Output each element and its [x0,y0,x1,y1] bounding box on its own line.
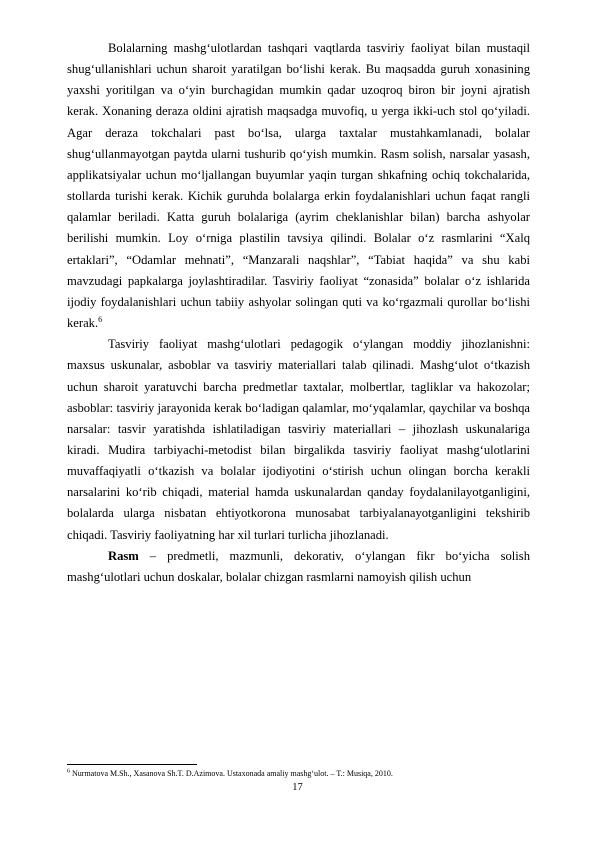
paragraph [67,38,530,334]
footnote [67,768,530,779]
footnote-mark: 6 [67,768,70,775]
body-text [67,38,530,588]
footnote-reference: 6 [98,314,103,324]
footnote-text: Nurmatova M.Sh., Xasanova Sh.T. D.Azimova. Ustaxonada amaliy mashg‘ulot. – T.: Musiqa, 2010. [70,769,393,778]
paragraph [67,334,530,546]
footnote-divider [67,764,197,765]
paragraph [67,546,530,588]
paragraph-text: Tasviriy faoliyat mashg‘ulotlari pedagogik o‘ylangan moddiy jihozlanishni: maxsus uskunalar, asboblar va tasviriy materiallari talab qilinadi. Mashg‘ulot o‘tkazish uchun sharoit yaratuvchi barcha predmetlar taxtalar, molbertlar, tagliklar va hakozolar; asboblar: tasviriy jarayonida kerak bo‘ladigan qalamlar, mo‘yqalamlar, qaychilar va boshqa narsalar: tasvir yaratishda ishlatiladigan tasviriy materiallari – jihozlash uskunalariga kiradi. Mudira tarbiyachi-metodist bilan birgalikda tasviriy faoliyat mashg‘ulotlarini muvaffaqiyatli o‘tkazish va bolalar ijodiyotini o‘stirish uchun olingan borcha kerakli narsalarini ko‘rib chiqadi, material hamda uskunalardan qanday foydalanilayotganligini, bolalarda ularga nisbatan ehtiyotkorona munosabat tarbiyalanayotganligini tekshirib chiqadi. Tasviriy faoliyatning har xil turlari turlicha jihozlanadi. [67,337,530,542]
page-number: 17 [292,782,303,793]
bold-term: Rasm [108,548,139,563]
paragraph-text: – predmetli, mazmunli, dekorativ, o‘ylangan fikr bo‘yicha solish mashg‘ulotlari uchun doskalar, bolalar chizgan rasmlarni namoyish qilish uchun [67,548,530,584]
paragraph-text: Bolalarning mashg‘ulotlardan tashqari vaqtlarda tasviriy faoliyat bilan mustaqil shug‘ullanishlari uchun sharoit yaratilgan bo‘lishi kerak. Bu maqsadda guruh xonasining yaxshi yoritilgan va o‘yin burchagidan mumkin qadar uzoqroq biron bir joyni ajratish kerak. Xonaning deraza oldini ajratish maqsadga muvofiq, u yerga ikki-uch stol qo‘yiladi. Agar deraza tokchalari past bo‘lsa, ularga taxtalar mustahkamlanadi, bolalar shug‘ullanmayotgan paytda ularni tushurib qo‘yish mumkin. Rasm solish, narsalar yasash, applikatsiyalar uchun mo‘ljallangan buyumlar yaqin turgan shkafning ochiq tokchalarida, stollarda turishi kerak. Kichik guruhda bolalarga erkin foydalanishlari uchun faqat rangli qalamlar beriladi. Katta guruh bolalariga (ayrim cheklanishlar bilan) barcha ashyolar berilishi mumkin. Loy o‘rniga plastilin tavsiya qilindi. Bolalar o‘z rasmlarini “Xalq ertaklari”, “Odamlar mehnati”, “Manzarali naqshlar”, “Tabiat haqida” va shu kabi mavzudagi papkalarga joylashtiradilar. Tasviriy faoliyat “zonasida” bolalar o‘z ishlarida ijodiy foydalanishlari uchun tabiiy ashyolar solingan quti va ko‘rgazmali qurollar bo‘lishi kerak. [67,41,530,331]
